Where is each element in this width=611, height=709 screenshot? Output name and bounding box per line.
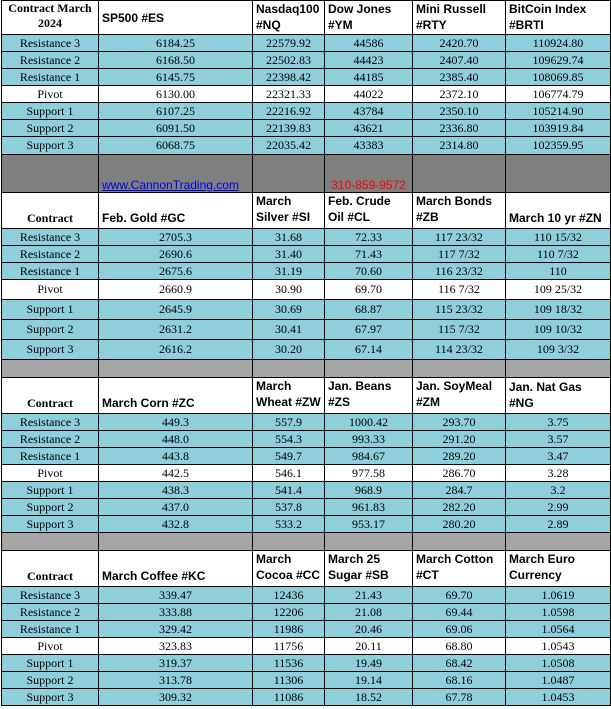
- level-row: [2, 655, 611, 672]
- level-row: [2, 482, 611, 499]
- level-value: 1.0487: [506, 672, 611, 689]
- instrument-header: Jan. SoyMeal #ZM: [413, 378, 506, 414]
- level-value: 68.80: [413, 638, 506, 655]
- level-value: 71.43: [325, 246, 413, 263]
- level-value: 2.99: [506, 499, 611, 516]
- level-label: Support 1: [2, 300, 99, 320]
- level-value: 291.20: [413, 431, 506, 448]
- level-value: 319.37: [99, 655, 253, 672]
- level-value: 442.5: [99, 465, 253, 482]
- level-value: 18.52: [325, 689, 413, 706]
- level-label: Support 3: [2, 516, 99, 533]
- level-label: Support 3: [2, 689, 99, 706]
- section-separator: [2, 533, 611, 551]
- level-value: 43784: [325, 103, 413, 120]
- separator-cell: [2, 533, 99, 551]
- level-value: 984.67: [325, 448, 413, 465]
- separator-cell: [506, 155, 611, 193]
- level-value: 6130.00: [99, 86, 253, 103]
- level-value: 19.14: [325, 672, 413, 689]
- instrument-header: BitCoin Index #BRTI: [506, 1, 611, 35]
- level-value: 293.70: [413, 414, 506, 431]
- level-value: 6107.25: [99, 103, 253, 120]
- level-value: 6184.25: [99, 35, 253, 52]
- level-value: 20.11: [325, 638, 413, 655]
- level-row: [2, 69, 611, 86]
- level-value: 2314.80: [413, 137, 506, 155]
- instrument-header: March Silver #SI: [253, 193, 325, 229]
- level-label: Resistance 1: [2, 621, 99, 638]
- level-value: 30.69: [253, 300, 325, 320]
- level-value: 3.47: [506, 448, 611, 465]
- level-value: 329.42: [99, 621, 253, 638]
- level-value: 115 23/32: [413, 300, 506, 320]
- level-value: 110 7/32: [506, 246, 611, 263]
- level-value: 1.0564: [506, 621, 611, 638]
- contract-label: Contract: [2, 551, 99, 587]
- level-value: 114 23/32: [413, 340, 506, 360]
- level-value: 6091.50: [99, 120, 253, 137]
- level-value: 2660.9: [99, 280, 253, 300]
- instrument-header: March Corn #ZC: [99, 378, 253, 414]
- level-value: 31.40: [253, 246, 325, 263]
- level-value: 108069.85: [506, 69, 611, 86]
- level-value: 43621: [325, 120, 413, 137]
- section-separator: [2, 360, 611, 378]
- level-value: 2407.40: [413, 52, 506, 69]
- website-link[interactable]: www.CannonTrading.com: [99, 155, 253, 193]
- instrument-header: Jan. Nat Gas #NG: [506, 378, 611, 414]
- separator-cell: [506, 360, 611, 378]
- level-value: 2420.70: [413, 35, 506, 52]
- level-value: 541.4: [253, 482, 325, 499]
- level-value: 537.8: [253, 499, 325, 516]
- level-value: 443.8: [99, 448, 253, 465]
- level-label: Resistance 1: [2, 69, 99, 86]
- level-value: 69.06: [413, 621, 506, 638]
- level-value: 11306: [253, 672, 325, 689]
- section-header-row: [2, 1, 611, 35]
- level-value: 11986: [253, 621, 325, 638]
- level-label: Resistance 2: [2, 52, 99, 69]
- level-row: [2, 431, 611, 448]
- level-label: Resistance 1: [2, 448, 99, 465]
- level-value: 546.1: [253, 465, 325, 482]
- level-value: 549.7: [253, 448, 325, 465]
- instrument-header: Nasdaq100 #NQ: [253, 1, 325, 35]
- contract-label: Contract: [2, 378, 99, 414]
- level-value: 953.17: [325, 516, 413, 533]
- level-value: 110924.80: [506, 35, 611, 52]
- section-header-row: [2, 378, 611, 414]
- contract-label: Contract March 2024: [2, 1, 99, 35]
- level-value: 333.88: [99, 604, 253, 621]
- level-value: 280.20: [413, 516, 506, 533]
- separator-cell: [253, 155, 325, 193]
- level-value: 313.78: [99, 672, 253, 689]
- level-value: 11756: [253, 638, 325, 655]
- separator-cell: [253, 360, 325, 378]
- level-value: 12206: [253, 604, 325, 621]
- level-value: 2372.10: [413, 86, 506, 103]
- level-value: 21.43: [325, 587, 413, 604]
- level-value: 117 7/32: [413, 246, 506, 263]
- level-row: [2, 604, 611, 621]
- level-value: 22216.92: [253, 103, 325, 120]
- level-value: 2.89: [506, 516, 611, 533]
- level-value: 2336.80: [413, 120, 506, 137]
- level-value: 69.44: [413, 604, 506, 621]
- level-row: [2, 448, 611, 465]
- instrument-header: March Coffee #KC: [99, 551, 253, 587]
- separator-cell: [2, 155, 99, 193]
- level-label: Support 3: [2, 340, 99, 360]
- level-row: [2, 263, 611, 280]
- level-label: Resistance 2: [2, 246, 99, 263]
- level-label: Support 2: [2, 672, 99, 689]
- level-label: Resistance 2: [2, 431, 99, 448]
- level-value: 44022: [325, 86, 413, 103]
- level-value: 110: [506, 263, 611, 280]
- level-row: [2, 499, 611, 516]
- level-value: 554.3: [253, 431, 325, 448]
- level-value: 557.9: [253, 414, 325, 431]
- level-value: 3.2: [506, 482, 611, 499]
- level-row: [2, 35, 611, 52]
- level-row: [2, 246, 611, 263]
- level-value: 44185: [325, 69, 413, 86]
- level-label: Pivot: [2, 465, 99, 482]
- level-value: 284.7: [413, 482, 506, 499]
- level-label: Pivot: [2, 280, 99, 300]
- level-value: 11536: [253, 655, 325, 672]
- level-value: 116 7/32: [413, 280, 506, 300]
- level-value: 67.78: [413, 689, 506, 706]
- level-row: [2, 340, 611, 360]
- level-row: [2, 621, 611, 638]
- separator-cell: [413, 155, 506, 193]
- level-value: 289.20: [413, 448, 506, 465]
- instrument-header: Feb. Crude Oil #CL: [325, 193, 413, 229]
- separator-cell: [253, 533, 325, 551]
- level-label: Resistance 3: [2, 229, 99, 246]
- level-value: 6068.75: [99, 137, 253, 155]
- level-value: 106774.79: [506, 86, 611, 103]
- level-value: 2705.3: [99, 229, 253, 246]
- level-label: Support 2: [2, 499, 99, 516]
- level-value: 438.3: [99, 482, 253, 499]
- level-value: 20.46: [325, 621, 413, 638]
- level-row: [2, 414, 611, 431]
- level-value: 68.87: [325, 300, 413, 320]
- level-label: Resistance 3: [2, 414, 99, 431]
- level-value: 109629.74: [506, 52, 611, 69]
- level-value: 339.47: [99, 587, 253, 604]
- level-value: 12436: [253, 587, 325, 604]
- level-value: 31.19: [253, 263, 325, 280]
- level-value: 6145.75: [99, 69, 253, 86]
- instrument-header: March Bonds #ZB: [413, 193, 506, 229]
- level-value: 448.0: [99, 431, 253, 448]
- level-value: 109 3/32: [506, 340, 611, 360]
- level-value: 432.8: [99, 516, 253, 533]
- instrument-header: March 10 yr #ZN: [506, 193, 611, 229]
- level-value: 31.68: [253, 229, 325, 246]
- level-value: 43383: [325, 137, 413, 155]
- level-value: 22035.42: [253, 137, 325, 155]
- level-row: [2, 52, 611, 69]
- pivot-levels-table: [1, 0, 611, 706]
- instrument-header: Jan. Beans #ZS: [325, 378, 413, 414]
- level-value: 19.49: [325, 655, 413, 672]
- level-row: [2, 689, 611, 706]
- level-label: Support 2: [2, 320, 99, 340]
- level-value: 30.20: [253, 340, 325, 360]
- level-label: Support 2: [2, 120, 99, 137]
- level-value: 977.58: [325, 465, 413, 482]
- level-row: [2, 137, 611, 155]
- level-value: 3.75: [506, 414, 611, 431]
- level-label: Resistance 3: [2, 587, 99, 604]
- contract-label: Contract: [2, 193, 99, 229]
- level-value: 115 7/32: [413, 320, 506, 340]
- level-value: 109 25/32: [506, 280, 611, 300]
- separator-cell: [99, 533, 253, 551]
- level-value: 2675.6: [99, 263, 253, 280]
- level-value: 105214.90: [506, 103, 611, 120]
- level-label: Pivot: [2, 638, 99, 655]
- level-value: 116 23/32: [413, 263, 506, 280]
- level-row: [2, 516, 611, 533]
- phone-number: 310-859-9572: [325, 155, 413, 193]
- level-value: 110 15/32: [506, 229, 611, 246]
- level-value: 961.83: [325, 499, 413, 516]
- level-value: 11086: [253, 689, 325, 706]
- instrument-header: Dow Jones #YM: [325, 1, 413, 35]
- level-value: 2616.2: [99, 340, 253, 360]
- level-row: [2, 587, 611, 604]
- level-value: 3.28: [506, 465, 611, 482]
- instrument-header: Feb. Gold #GC: [99, 193, 253, 229]
- level-value: 323.83: [99, 638, 253, 655]
- separator-cell: [325, 533, 413, 551]
- pivot-row: [2, 638, 611, 655]
- pivot-row: [2, 86, 611, 103]
- level-value: 44586: [325, 35, 413, 52]
- instrument-header: March Euro Currency: [506, 551, 611, 587]
- level-value: 2350.10: [413, 103, 506, 120]
- level-value: 44423: [325, 52, 413, 69]
- instrument-header: March Cocoa #CC: [253, 551, 325, 587]
- level-value: 109 10/32: [506, 320, 611, 340]
- level-value: 21.08: [325, 604, 413, 621]
- instrument-header: SP500 #ES: [99, 1, 253, 35]
- level-value: 1.0619: [506, 587, 611, 604]
- level-label: Resistance 3: [2, 35, 99, 52]
- level-value: 67.97: [325, 320, 413, 340]
- level-value: 22502.83: [253, 52, 325, 69]
- level-value: 72.33: [325, 229, 413, 246]
- level-label: Support 1: [2, 655, 99, 672]
- level-row: [2, 300, 611, 320]
- level-value: 70.60: [325, 263, 413, 280]
- separator-cell: [413, 360, 506, 378]
- level-row: [2, 320, 611, 340]
- instrument-header: March Wheat #ZW: [253, 378, 325, 414]
- level-value: 533.2: [253, 516, 325, 533]
- level-value: 309.32: [99, 689, 253, 706]
- level-value: 103919.84: [506, 120, 611, 137]
- level-value: 117 23/32: [413, 229, 506, 246]
- level-value: 968.9: [325, 482, 413, 499]
- level-value: 22139.83: [253, 120, 325, 137]
- level-label: Resistance 2: [2, 604, 99, 621]
- level-value: 1.0598: [506, 604, 611, 621]
- level-value: 449.3: [99, 414, 253, 431]
- level-value: 30.90: [253, 280, 325, 300]
- level-value: 1.0543: [506, 638, 611, 655]
- level-value: 2631.2: [99, 320, 253, 340]
- level-value: 22579.92: [253, 35, 325, 52]
- level-value: 102359.95: [506, 137, 611, 155]
- level-value: 3.57: [506, 431, 611, 448]
- level-value: 2645.9: [99, 300, 253, 320]
- level-label: Support 3: [2, 137, 99, 155]
- instrument-header: Mini Russell #RTY: [413, 1, 506, 35]
- section-header-row: [2, 551, 611, 587]
- level-value: 22321.33: [253, 86, 325, 103]
- level-label: Resistance 1: [2, 263, 99, 280]
- level-row: [2, 103, 611, 120]
- level-row: [2, 672, 611, 689]
- level-value: 282.20: [413, 499, 506, 516]
- level-value: 67.14: [325, 340, 413, 360]
- level-value: 2385.40: [413, 69, 506, 86]
- level-value: 993.33: [325, 431, 413, 448]
- level-value: 2690.6: [99, 246, 253, 263]
- separator-cell: [325, 360, 413, 378]
- level-value: 68.16: [413, 672, 506, 689]
- level-value: 22398.42: [253, 69, 325, 86]
- pivot-row: [2, 465, 611, 482]
- separator-cell: [506, 533, 611, 551]
- separator-cell: [413, 533, 506, 551]
- separator-cell: [99, 360, 253, 378]
- level-value: 6168.50: [99, 52, 253, 69]
- level-value: 69.70: [325, 280, 413, 300]
- level-value: 30.41: [253, 320, 325, 340]
- level-row: [2, 229, 611, 246]
- section-header-row: [2, 193, 611, 229]
- level-value: 437.0: [99, 499, 253, 516]
- instrument-header: March 25 Sugar #SB: [325, 551, 413, 587]
- instrument-header: March Cotton #CT: [413, 551, 506, 587]
- level-row: [2, 120, 611, 137]
- level-value: 109 18/32: [506, 300, 611, 320]
- section-separator: [2, 155, 611, 193]
- level-value: 286.70: [413, 465, 506, 482]
- level-label: Support 1: [2, 482, 99, 499]
- pivot-row: [2, 280, 611, 300]
- level-value: 1000.42: [325, 414, 413, 431]
- separator-cell: [2, 360, 99, 378]
- level-value: 1.0453: [506, 689, 611, 706]
- level-value: 1.0508: [506, 655, 611, 672]
- level-label: Support 1: [2, 103, 99, 120]
- level-value: 69.70: [413, 587, 506, 604]
- level-value: 68.42: [413, 655, 506, 672]
- level-label: Pivot: [2, 86, 99, 103]
